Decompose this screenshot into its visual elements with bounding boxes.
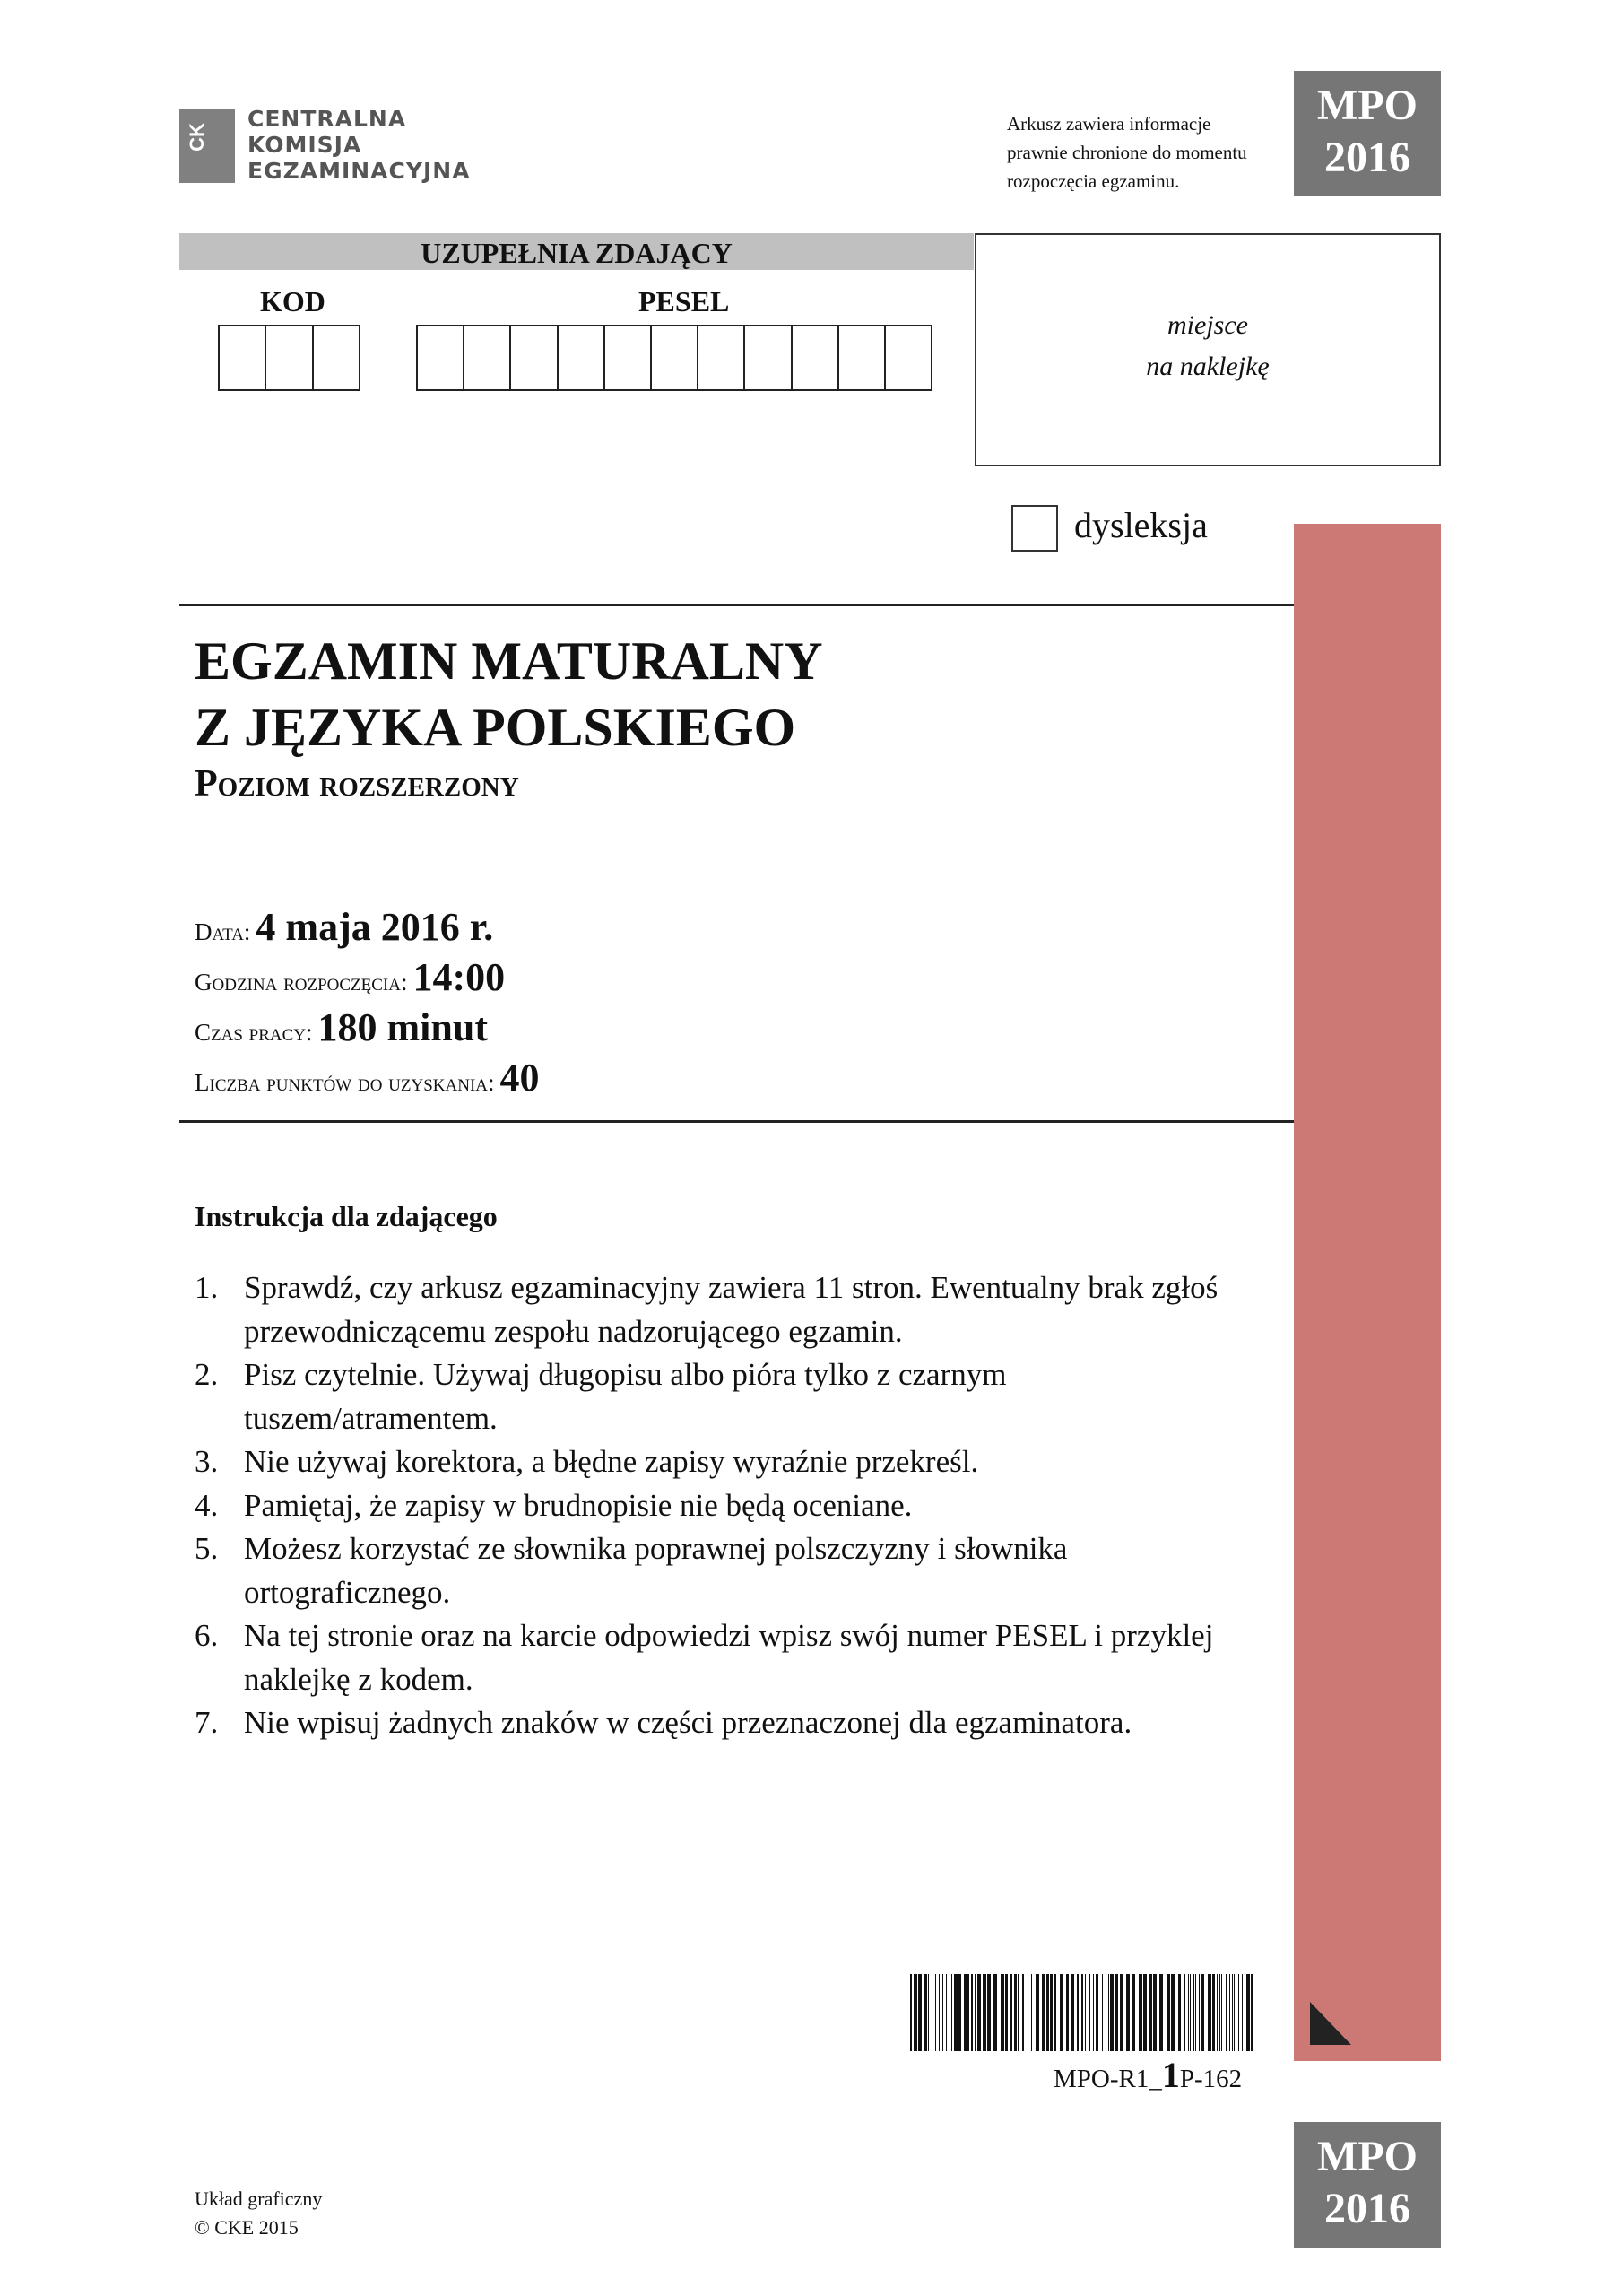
barcode-bar (1089, 1974, 1090, 2051)
barcode-bar (1022, 1974, 1024, 2051)
sticker-text: miejsce (1167, 310, 1248, 340)
barcode-bar (1190, 1974, 1191, 2051)
item-number: 1. (195, 1270, 219, 1305)
digit-cell[interactable] (745, 326, 792, 389)
barcode-bar (1234, 1974, 1235, 2051)
instruction-item (195, 1614, 1253, 1701)
barcode-bar (942, 1974, 943, 2051)
digit-cell[interactable] (464, 326, 511, 389)
barcode-bar (1159, 1974, 1163, 2051)
code-prefix: MPO-R1_ (1054, 2065, 1162, 2093)
barcode-bar (1120, 1974, 1123, 2051)
barcode-bar (1102, 1974, 1103, 2051)
divider (179, 1120, 1294, 1123)
digit-cell[interactable] (266, 326, 313, 389)
examiner-band (1294, 524, 1441, 2061)
barcode-bar (1199, 1974, 1200, 2051)
barcode-bar (1219, 1974, 1220, 2051)
barcode-bar (1096, 1974, 1097, 2051)
divider (179, 604, 1294, 606)
barcode-bar (1232, 1974, 1233, 2051)
kod-input[interactable] (218, 325, 360, 391)
info-points (195, 1055, 540, 1100)
barcode-bar (983, 1974, 986, 2051)
barcode-bar (1081, 1974, 1083, 2051)
barcode-bar (1097, 1974, 1098, 2051)
barcode-bar (1054, 1974, 1056, 2051)
sticker-area (975, 233, 1441, 466)
badge-year: 2016 (1324, 134, 1410, 181)
barcode-bar (1246, 1974, 1250, 2051)
barcode-bar (946, 1974, 947, 2051)
instruction-item (195, 1353, 1253, 1440)
digit-cell[interactable] (314, 326, 360, 389)
instruction-item (195, 1527, 1253, 1614)
item-number: 7. (195, 1705, 219, 1740)
barcode-text (1054, 2054, 1242, 2096)
barcode-bar (1238, 1974, 1239, 2051)
info-value: 4 maja 2016 r. (256, 905, 494, 949)
title-line: EGZAMIN MATURALNY (195, 631, 823, 691)
badge-year: 2016 (1324, 2185, 1410, 2232)
badge-code: MPO (1317, 82, 1418, 129)
info-label: Czas pracy: (195, 1019, 313, 1046)
barcode-bar (1226, 1974, 1227, 2051)
item-text: Pisz czytelnie. Używaj długopisu albo pióra tylko z czarnym tuszem/atramentem. (244, 1357, 1007, 1436)
code-suffix: P-162 (1179, 2065, 1243, 2093)
digit-cell[interactable] (652, 326, 698, 389)
item-text: Możesz korzystać ze słownika poprawnej polszczyzny i słownika ortograficznego. (244, 1531, 1068, 1610)
confidentiality-notice (1007, 109, 1247, 196)
instructions-list (195, 1266, 1253, 1745)
kod-label: KOD (260, 285, 325, 317)
barcode-bar (924, 1974, 927, 2051)
barcode-bar (1115, 1974, 1118, 2051)
digit-cell[interactable] (559, 326, 605, 389)
digit-cell[interactable] (511, 326, 558, 389)
instruction-item (195, 1484, 1253, 1528)
barcode-bar (910, 1974, 912, 2051)
barcode-bar (1193, 1974, 1194, 2051)
barcode-bar (1014, 1974, 1017, 2051)
instruction-item (195, 1440, 1253, 1484)
item-text: Sprawdź, czy arkusz egzaminacyjny zawiera 11 stron. Ewentualny brak zgłoś przewodniczącemu zespołu nadzorującego egzamin. (244, 1270, 1219, 1349)
barcode-bar (1071, 1974, 1074, 2051)
barcode-bar (1132, 1974, 1135, 2051)
digit-cell[interactable] (793, 326, 839, 389)
item-number: 2. (195, 1357, 219, 1392)
barcode-bar (987, 1974, 991, 2051)
item-number: 3. (195, 1444, 219, 1479)
barcode-bar (1188, 1974, 1189, 2051)
barcode-bar (971, 1974, 973, 2051)
code-page: 1 (1161, 2055, 1180, 2095)
barcode-bar (958, 1974, 961, 2051)
logo-mark (179, 109, 235, 183)
barcode (910, 1974, 1258, 2051)
logo-mark-text: CK (185, 123, 208, 152)
barcode-bar (1042, 1974, 1045, 2051)
title-line: Z JĘZYKA POLSKIEGO (195, 698, 796, 757)
barcode-bar (1018, 1974, 1019, 2051)
instruction-item (195, 1701, 1253, 1745)
barcode-bar (1167, 1974, 1170, 2051)
barcode-bar (1184, 1974, 1185, 2051)
barcode-bar (954, 1974, 958, 2051)
barcode-bar (977, 1974, 981, 2051)
barcode-bar (928, 1974, 929, 2051)
item-text: Nie wpisuj żadnych znaków w części przeznaczonej dla egzaminatora. (244, 1705, 1132, 1740)
barcode-bar (1110, 1974, 1114, 2051)
barcode-bar (914, 1974, 917, 2051)
barcode-bar (1195, 1974, 1196, 2051)
info-label: Data: (195, 918, 251, 945)
barcode-bar (1077, 1974, 1079, 2051)
barcode-bar (1229, 1974, 1230, 2051)
logo-line: CENTRALNA (247, 106, 407, 132)
barcode-bar (1010, 1974, 1012, 2051)
digit-cell[interactable] (605, 326, 652, 389)
barcode-bar (1005, 1974, 1008, 2051)
logo-line: KOMISJA (247, 132, 362, 158)
item-text: Na tej stronie oraz na karcie odpowiedzi wpisz swój numer PESEL i przyklej naklejkę z kodem. (244, 1618, 1214, 1697)
barcode-bar (1251, 1974, 1253, 2051)
pesel-input[interactable] (416, 325, 932, 391)
barcode-bar (935, 1974, 936, 2051)
digit-cell[interactable] (698, 326, 745, 389)
barcode-bar (967, 1974, 969, 2051)
barcode-bar (1153, 1974, 1157, 2051)
barcode-bar (1171, 1974, 1175, 2051)
barcode-bar (1066, 1974, 1069, 2051)
cke-logo (179, 106, 484, 186)
notice-line: prawnie chronione do momentu (1007, 142, 1247, 163)
instructions-heading: Instrukcja dla zdającego (195, 1200, 498, 1232)
item-number: 4. (195, 1487, 219, 1523)
barcode-bar (1060, 1974, 1063, 2051)
info-label: Liczba punktów do uzyskania: (195, 1069, 495, 1096)
exam-level: Poziom rozszerzony (195, 763, 519, 804)
barcode-bar (1242, 1974, 1243, 2051)
pesel-label: PESEL (638, 285, 730, 317)
item-number: 5. (195, 1531, 219, 1566)
barcode-bar (993, 1974, 997, 2051)
barcode-bar (1108, 1974, 1109, 2051)
barcode-bar (1217, 1974, 1218, 2051)
info-value: 40 (499, 1056, 540, 1100)
info-duration (195, 1004, 488, 1050)
barcode-bar (975, 1974, 976, 2051)
item-number: 6. (195, 1618, 219, 1653)
corner-triangle-icon (1310, 2002, 1351, 2045)
barcode-bar (1126, 1974, 1130, 2051)
barcode-bar (939, 1974, 940, 2051)
exam-code-badge-bottom (1294, 2122, 1441, 2248)
barcode-bar (1149, 1974, 1152, 2051)
barcode-bar (1085, 1974, 1086, 2051)
digit-cell[interactable] (886, 326, 932, 389)
barcode-bar (964, 1974, 967, 2051)
logo-line: EGZAMINACYJNA (247, 158, 471, 184)
badge-code: MPO (1317, 2133, 1418, 2180)
barcode-bar (1093, 1974, 1094, 2051)
footer-line: © CKE 2015 (195, 2216, 299, 2239)
dyslexia-label: dysleksja (1074, 505, 1208, 545)
barcode-bar (1001, 1974, 1004, 2051)
barcode-bar (1143, 1974, 1147, 2051)
barcode-bar (1046, 1974, 1049, 2051)
barcode-bar (1178, 1974, 1181, 2051)
sticker-text: na naklejkę (1146, 352, 1270, 381)
barcode-bar (1208, 1974, 1211, 2051)
exam-title (195, 628, 823, 761)
info-date (195, 904, 493, 950)
barcode-bar (1036, 1974, 1039, 2051)
barcode-bar (918, 1974, 922, 2051)
digit-cell[interactable] (418, 326, 464, 389)
item-text: Nie używaj korektora, a błędne zapisy wyraźnie przekreśl. (244, 1444, 979, 1479)
info-label: Godzina rozpoczęcia: (195, 969, 408, 996)
logo-text (247, 106, 471, 184)
footer-line: Układ graficzny (195, 2187, 323, 2210)
instruction-item (195, 1266, 1253, 1353)
dyslexia-checkbox[interactable] (1011, 505, 1058, 552)
digit-cell[interactable] (220, 326, 266, 389)
barcode-bar (1031, 1974, 1032, 2051)
footer (195, 2185, 322, 2242)
info-start-time (195, 954, 505, 1000)
exam-code-badge-top (1294, 71, 1441, 196)
notice-line: rozpoczęcia egzaminu. (1007, 170, 1180, 192)
item-text: Pamiętaj, że zapisy w brudnopisie nie będą oceniane. (244, 1487, 913, 1523)
barcode-bar (1139, 1974, 1142, 2051)
barcode-bar (1201, 1974, 1204, 2051)
form-header: UZUPEŁNIA ZDAJĄCY (179, 233, 974, 270)
digit-cell[interactable] (839, 326, 886, 389)
barcode-bar (1050, 1974, 1053, 2051)
barcode-bar (1221, 1974, 1222, 2051)
barcode-bar (951, 1974, 952, 2051)
info-value: 180 minut (317, 1005, 488, 1049)
notice-line: Arkusz zawiera informacje (1007, 113, 1211, 135)
info-value: 14:00 (412, 955, 506, 999)
barcode-bar (1212, 1974, 1215, 2051)
